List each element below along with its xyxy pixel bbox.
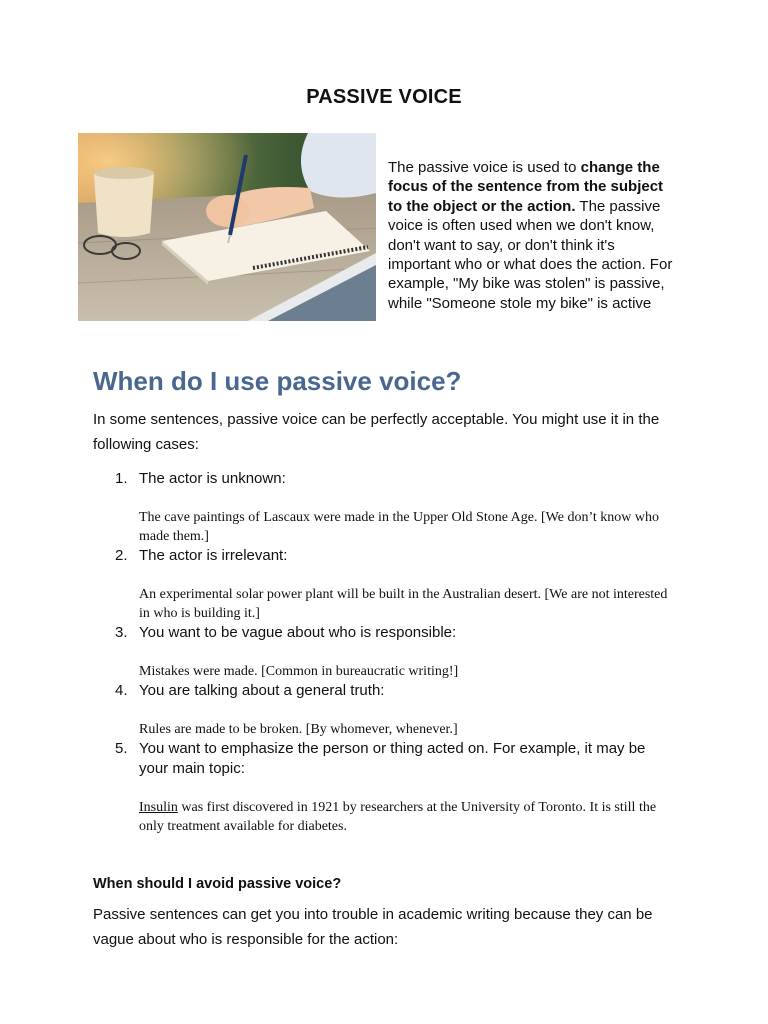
list-number: 3.: [115, 624, 128, 641]
case-text: You want to emphasize the person or thing acted on. For example, it may be your main topic:: [139, 740, 646, 777]
case-example: An experimental solar power plant will be built in the Australian desert. [We are not interested in who is building it.]: [139, 587, 668, 621]
section-heading: When do I use passive voice?: [93, 366, 462, 396]
writing-photo: [78, 133, 376, 321]
list-item: [93, 546, 678, 623]
list-number: 5.: [115, 740, 128, 757]
list-item: [93, 623, 678, 681]
list-item: [93, 681, 678, 739]
case-example: Mistakes were made. [Common in bureaucratic writing!]: [139, 664, 459, 679]
avoid-paragraph: Passive sentences can get you into trouble in academic writing because they can be vague about who is responsible for the action:: [93, 906, 653, 948]
intro-text-end: The passive voice is often used when we don't know, don't want to say, or don't think it's important who or what does the action. For example, "My bike was stolen" is passive, while "Someone stole my bike" is active: [388, 197, 673, 312]
list-number: 4.: [115, 682, 128, 699]
underlined-term: Insulin: [139, 800, 178, 815]
case-text: You are talking about a general truth:: [139, 682, 385, 699]
intro-paragraph: [388, 158, 678, 313]
case-example: [139, 798, 678, 836]
page-title: PASSIVE VOICE: [306, 86, 462, 108]
intro-text-bold: change the focus of the sentence from the subject to the object or the action.: [388, 159, 664, 215]
case-example: Rules are made to be broken. [By whomever, whenever.]: [139, 722, 458, 737]
case-text: The actor is irrelevant:: [139, 547, 288, 564]
case-text: The actor is unknown:: [139, 470, 286, 487]
case-text: You want to be vague about who is responsible:: [139, 624, 457, 641]
list-item: [93, 739, 678, 836]
list-item: [93, 469, 678, 546]
avoid-heading: When should I avoid passive voice?: [93, 876, 342, 892]
case-example-rest: was first discovered in 1921 by researchers at the University of Toronto. It is still the only treatment available for diabetes.: [139, 800, 657, 834]
list-number: 2.: [115, 547, 128, 564]
case-example: The cave paintings of Lascaux were made in the Upper Old Stone Age. [We don’t know who made them.]: [139, 510, 659, 544]
list-number: 1.: [115, 470, 128, 487]
notebook-photo-illustration: [78, 133, 376, 321]
lead-paragraph: In some sentences, passive voice can be perfectly acceptable. You might use it in the following cases:: [93, 411, 660, 453]
cases-list: [93, 469, 678, 836]
intro-text-start: The passive voice is used to: [388, 159, 581, 176]
